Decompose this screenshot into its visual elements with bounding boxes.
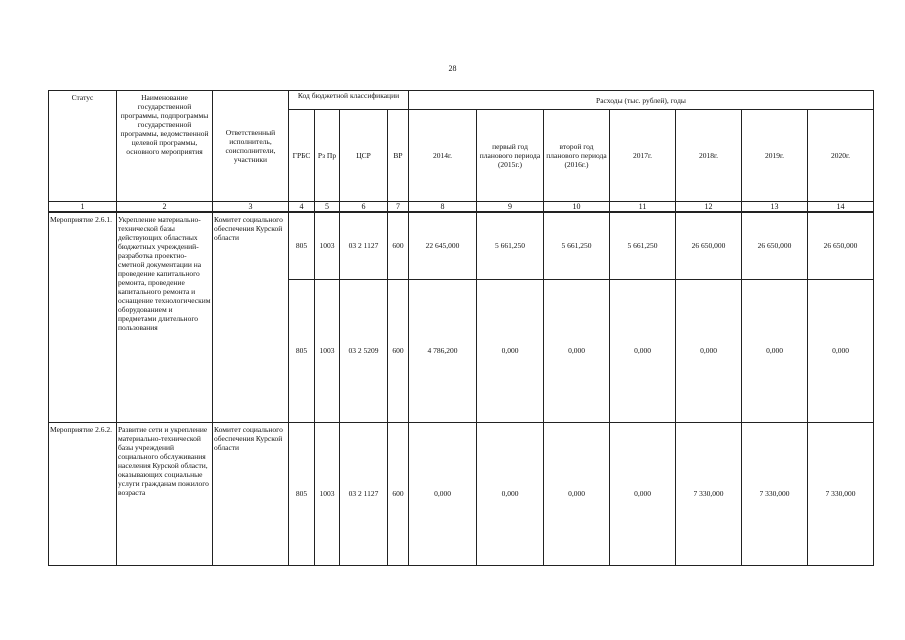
col-number: 13 [742, 202, 808, 213]
name-cell: Укрепление материально-технической базы действующих областных бюджетных учреждений- разработка проектно-сметной документации на проведение капитального ремонта, проведение капитального ремонта и оснащение технологическим оборудованием и предметами длительного пользования [117, 212, 213, 422]
status-cell: Мероприятие 2.6.1. [49, 212, 117, 422]
header-2019: 2019г. [742, 110, 808, 202]
table-row [49, 212, 874, 279]
header-2017: 2017г. [610, 110, 676, 202]
vr-cell: 600 [388, 422, 409, 565]
page-number: 28 [448, 64, 457, 73]
header-budget-code: Код бюджетной классификации [289, 91, 409, 110]
responsible-cell: Комитет социального обеспечения Курской области [213, 422, 289, 565]
value-2017: 5 661,250 [610, 212, 676, 279]
col-number: 6 [340, 202, 388, 213]
value-2018: 0,000 [676, 279, 742, 422]
value-2015: 0,000 [477, 279, 544, 422]
header-name: Наименование государственной программы, подпрограммы государственной программы, ведомственной целевой программы, основного мероприятия [117, 91, 213, 202]
header-2016: второй год планового периода (2016г.) [544, 110, 610, 202]
col-number: 10 [544, 202, 610, 213]
value-2019: 0,000 [742, 279, 808, 422]
csr-cell: 03 2 1127 [340, 422, 388, 565]
budget-table [48, 90, 874, 566]
col-number: 14 [808, 202, 874, 213]
header-2015: первый год планового периода (2015г.) [477, 110, 544, 202]
header-grbs: ГРБС [289, 110, 315, 202]
responsible-cell: Комитет социального обеспечения Курской области [213, 212, 289, 422]
value-2016: 5 661,250 [544, 212, 610, 279]
header-responsible: Ответственный исполнитель, соисполнители, участники [213, 91, 289, 202]
grbs-cell: 805 [289, 279, 315, 422]
grbs-cell: 805 [289, 212, 315, 279]
value-2014: 0,000 [409, 422, 477, 565]
col-number: 12 [676, 202, 742, 213]
col-number: 4 [289, 202, 315, 213]
value-2018: 26 650,000 [676, 212, 742, 279]
value-2015: 5 661,250 [477, 212, 544, 279]
rzpr-cell: 1003 [315, 422, 340, 565]
header-csr: ЦСР [340, 110, 388, 202]
col-number: 8 [409, 202, 477, 213]
value-2018: 7 330,000 [676, 422, 742, 565]
col-number: 5 [315, 202, 340, 213]
csr-cell: 03 2 1127 [340, 212, 388, 279]
col-number: 7 [388, 202, 409, 213]
value-2017: 0,000 [610, 279, 676, 422]
value-2020: 26 650,000 [808, 212, 874, 279]
col-number: 2 [117, 202, 213, 213]
header-2018: 2018г. [676, 110, 742, 202]
value-2016: 0,000 [544, 422, 610, 565]
value-2017: 0,000 [610, 422, 676, 565]
vr-cell: 600 [388, 212, 409, 279]
value-2019: 26 650,000 [742, 212, 808, 279]
vr-cell: 600 [388, 279, 409, 422]
header-expenses: Расходы (тыс. рублей), годы [409, 91, 874, 110]
header-vr: ВР [388, 110, 409, 202]
header-status: Статус [49, 91, 117, 202]
value-2015: 0,000 [477, 422, 544, 565]
rzpr-cell: 1003 [315, 212, 340, 279]
value-2014: 22 645,000 [409, 212, 477, 279]
value-2016: 0,000 [544, 279, 610, 422]
col-number: 1 [49, 202, 117, 213]
header-2014: 2014г. [409, 110, 477, 202]
rzpr-cell: 1003 [315, 279, 340, 422]
value-2020: 0,000 [808, 279, 874, 422]
col-number: 9 [477, 202, 544, 213]
header-rzpr: Рз Пр [315, 110, 340, 202]
grbs-cell: 805 [289, 422, 315, 565]
col-number: 3 [213, 202, 289, 213]
value-2020: 7 330,000 [808, 422, 874, 565]
name-cell: Развитие сети и укрепление материально-технической базы учреждений социального обслуживания населения Курской области, оказывающих социальные услуги гражданам пожилого возраста [117, 422, 213, 565]
value-2019: 7 330,000 [742, 422, 808, 565]
status-cell: Мероприятие 2.6.2. [49, 422, 117, 565]
value-2014: 4 786,200 [409, 279, 477, 422]
header-2020: 2020г. [808, 110, 874, 202]
csr-cell: 03 2 5209 [340, 279, 388, 422]
col-number: 11 [610, 202, 676, 213]
table-row [49, 422, 874, 565]
